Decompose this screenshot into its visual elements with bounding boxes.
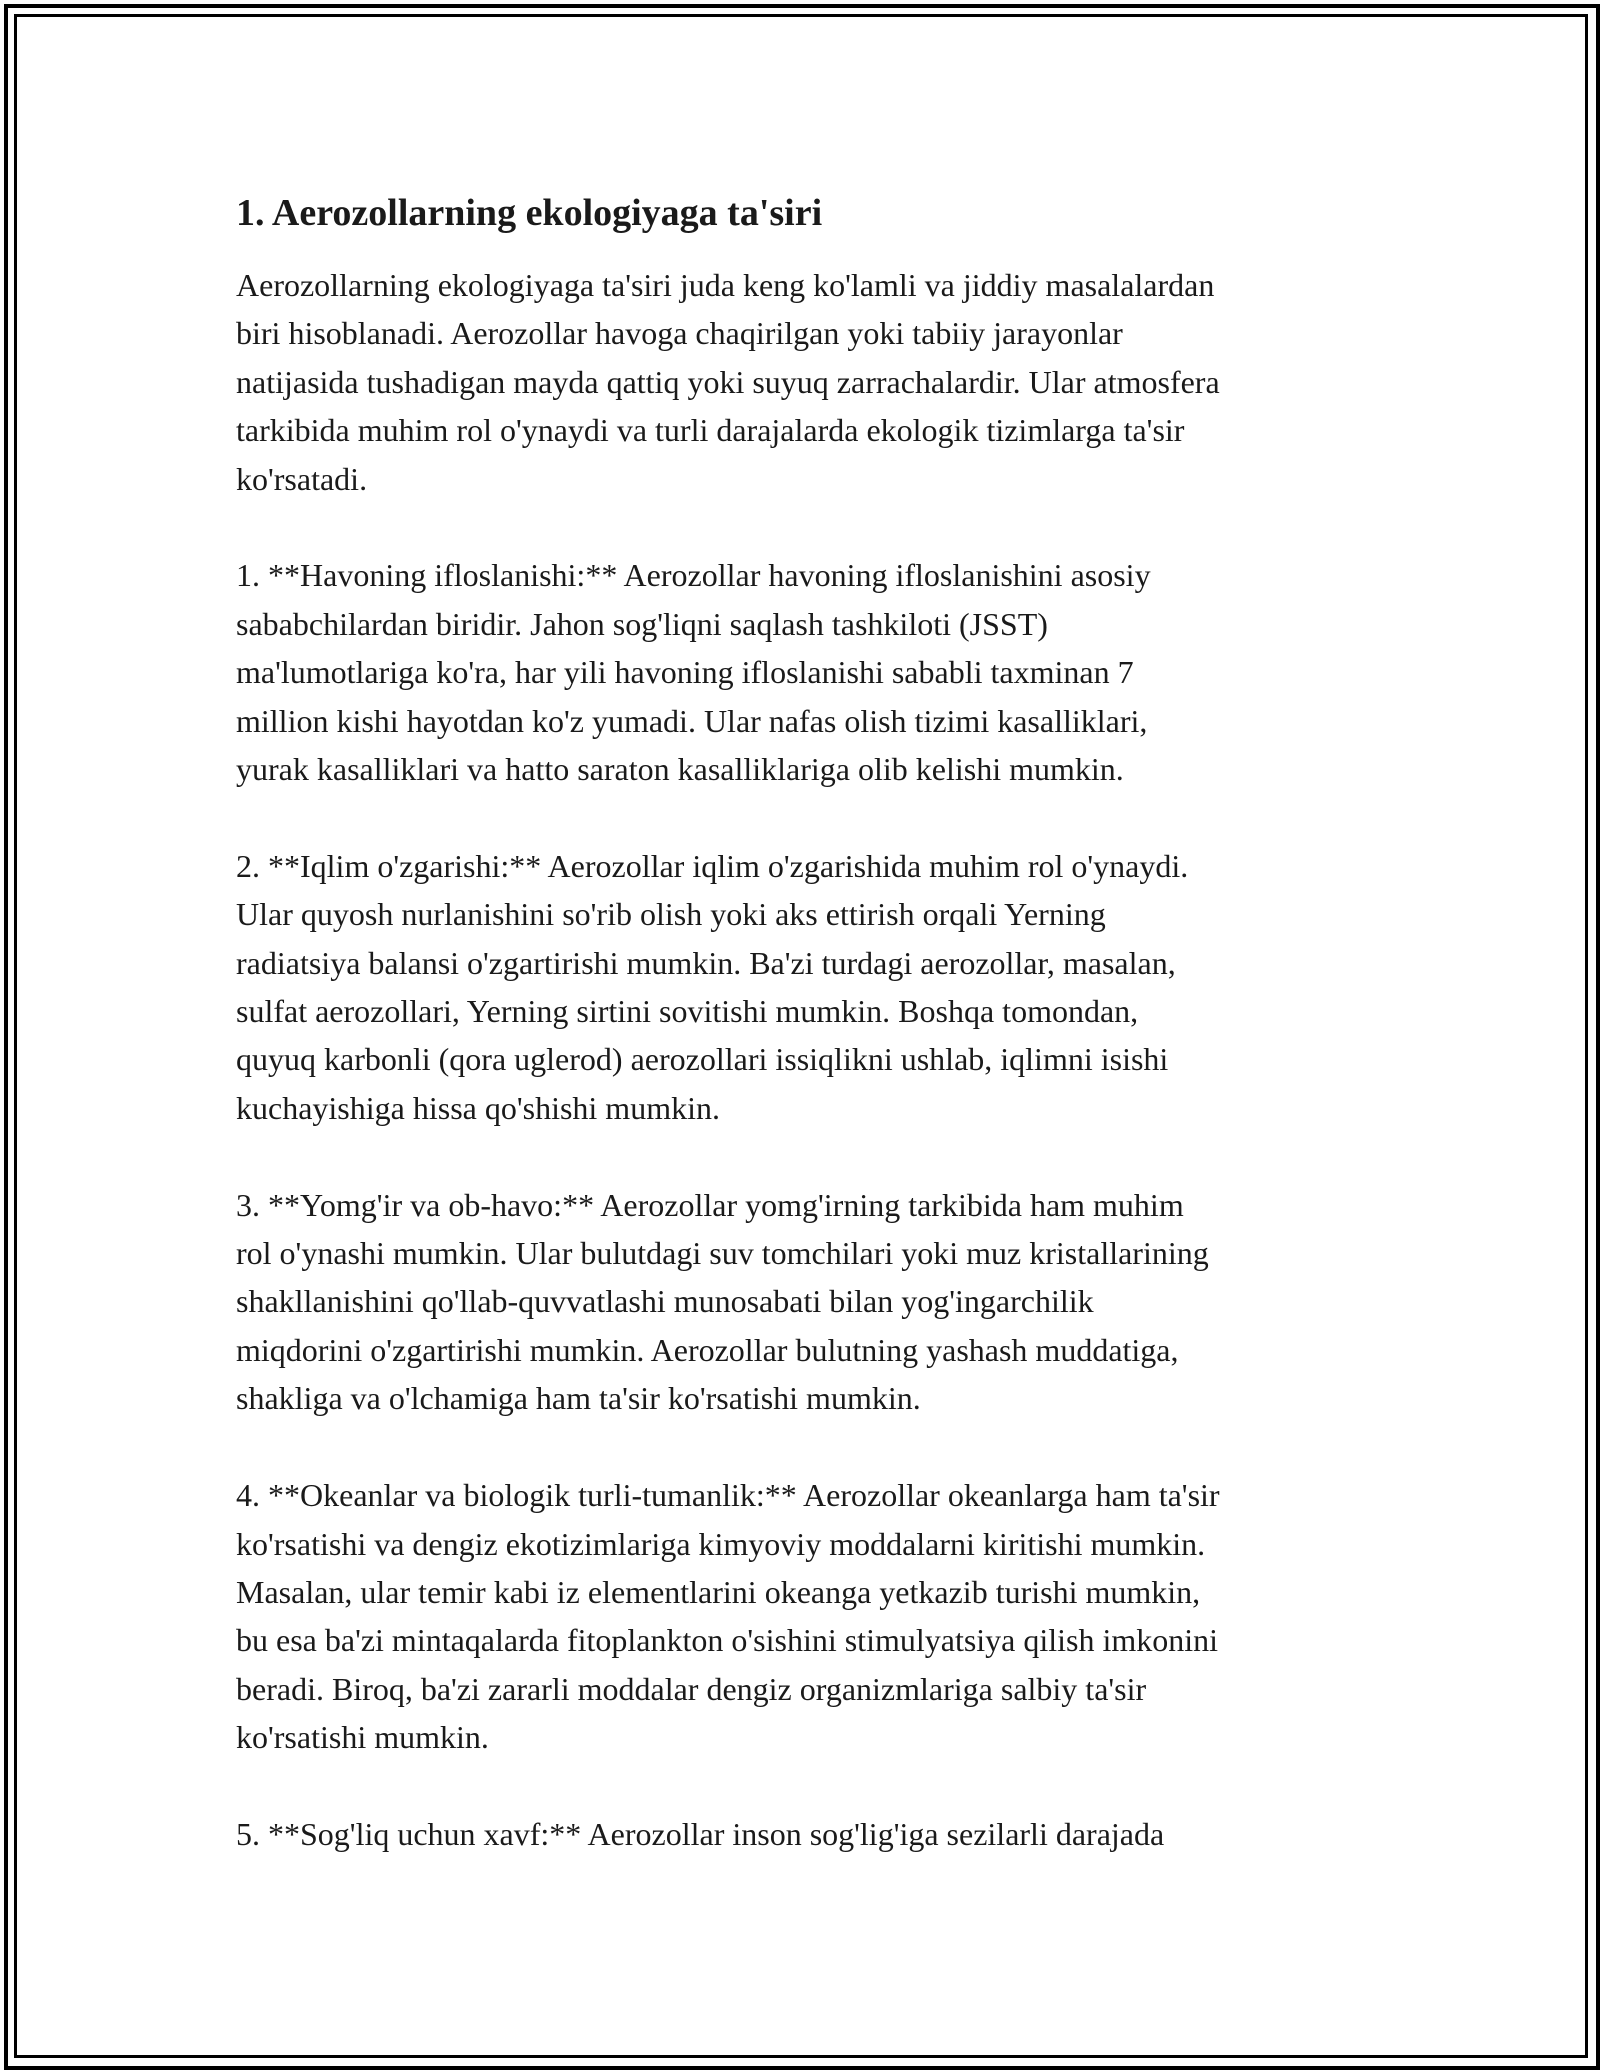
paragraph-health-risk: 5. **Sog'liq uchun xavf:** Aerozollar inson sog'lig'iga sezilarli darajada: [236, 1815, 1165, 1852]
paragraph-air-pollution: 1. **Havoning ifloslanishi:** Aerozollar havoning ifloslanishini asosiy sababchilardan biridir. Jahon sog'liqni saqlash tashkiloti (JSST) ma'lumotlariga ko'ra, har yili havoning ifloslanishi sababli taxminan 7 million kishi hayotdan ko'z yumadi. Ular nafas olish tizimi kasalliklari, yurak kasalliklari va hatto saraton kasalliklariga olib kelishi mumkin.: [236, 557, 1151, 788]
paragraph-climate-change: 2. **Iqlim o'zgarishi:** Aerozollar iqlim o'zgarishida muhim rol o'ynaydi. Ular quyosh nurlanishini so'rib olish yoki aks ettirish orqali Yerning radiatsiya balansi o'zgartirishi mumkin. Ba'zi turdagi aerozollar, masalan, sulfat aerozollari, Yerning sirtini sovitishi mumkin. Boshqa tomondan, quyuq karbonli (qora uglerod) aerozollari issiqlikni ushlab, iqlimni isishi kuchayishiga hissa qo'shishi mumkin.: [236, 847, 1189, 1126]
paragraph-rain-weather: 3. **Yomg'ir va ob-havo:** Aerozollar yomg'irning tarkibida ham muhim rol o'ynashi mumkin. Ular bulutdagi suv tomchilari yoki muz kristallarining shakllanishini qo'llab-quvvatlashi munosabati bilan yog'ingarchilik miqdorini o'zgartirishi mumkin. Aerozollar bulutning yashash muddatiga, shakliga va o'lchamiga ham ta'sir ko'rsatishi mumkin.: [236, 1186, 1209, 1417]
document-body: [236, 185, 1376, 1907]
paragraph-oceans-biodiversity: 4. **Okeanlar va biologik turli-tumanlik:** Aerozollar okeanlarga ham ta'sir ko'rsatishi va dengiz ekotizimlariga kimyoviy moddalarni kiritishi mumkin. Masalan, ular temir kabi iz elementlarini okeanga yetkazib turishi mumkin, bu esa ba'zi mintaqalarda fitoplankton o'sishini stimulyatsiya qilish imkonini beradi. Biroq, ba'zi zararli moddalar dengiz organizmlariga salbiy ta'sir ko'rsatishi mumkin.: [236, 1477, 1220, 1756]
intro-paragraph: Aerozollarning ekologiyaga ta'siri juda keng ko'lamli va jiddiy masalalardan biri hisoblanadi. Aerozollar havoga chaqirilgan yoki tabiiy jarayonlar natijasida tushadigan mayda qattiq yoki suyuq zarrachalardir. Ular atmosfera tarkibida muhim rol o'ynaydi va turli darajalarda ekologik tizimlarga ta'sir ko'rsatadi.: [236, 267, 1220, 497]
document-title: 1. Aerozollarning ekologiyaga ta'siri: [236, 192, 823, 234]
